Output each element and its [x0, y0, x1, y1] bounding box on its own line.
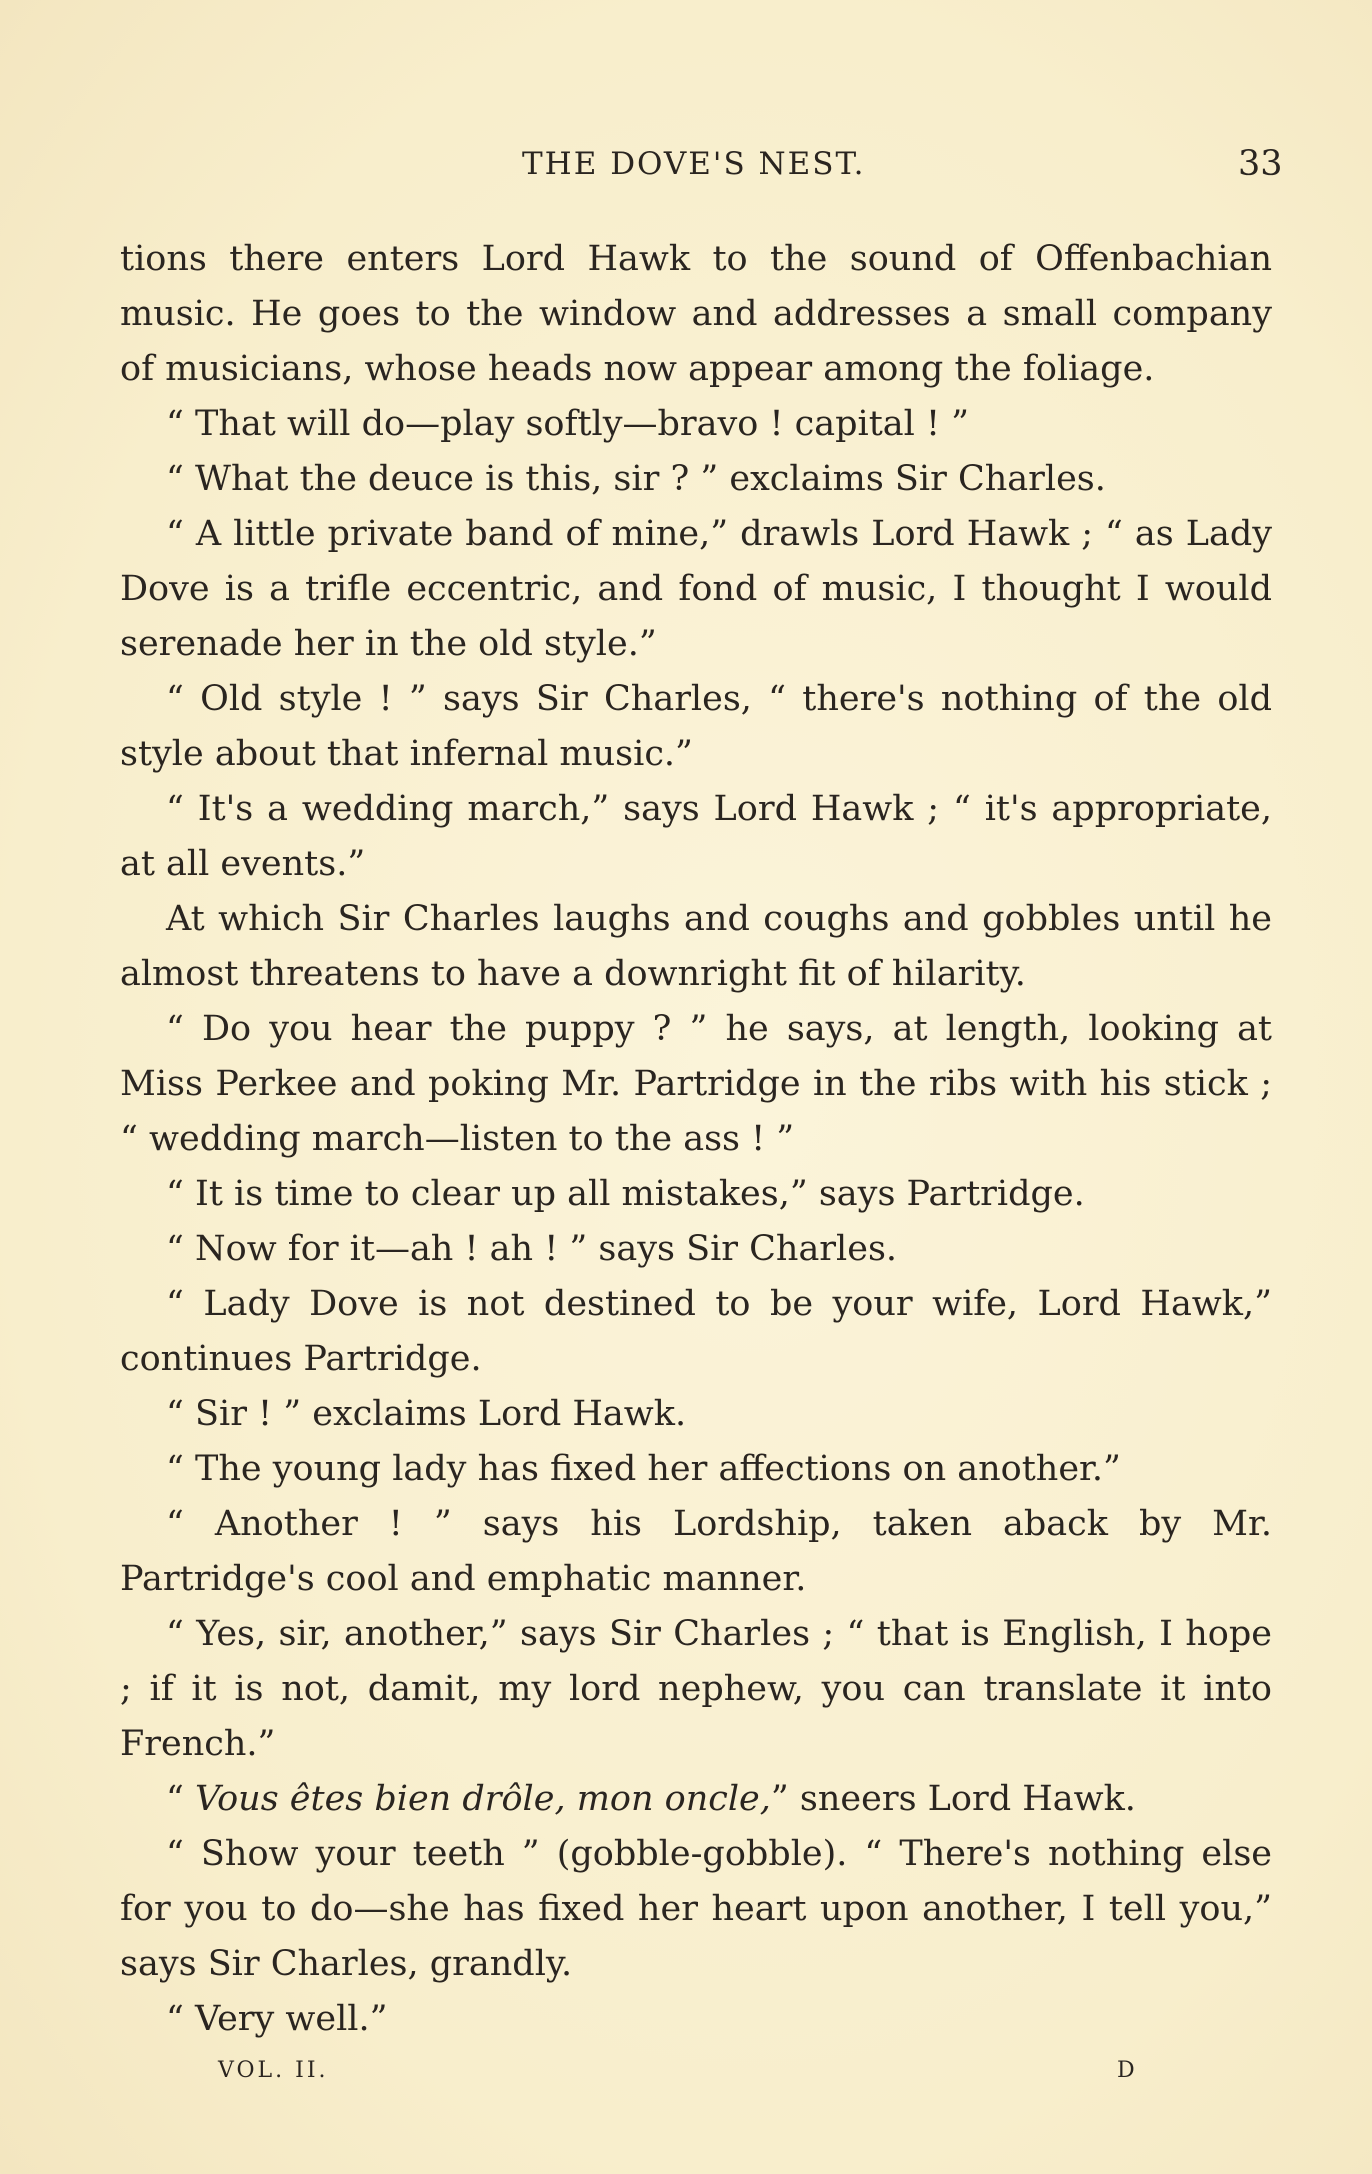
paragraph: “ Lady Dove is not destined to be your wife, Lord Hawk,” continues Partridge.	[120, 1284, 1272, 1379]
paragraph: “ That will do—play softly—bravo ! capital ! ”	[166, 404, 970, 444]
paragraph: “ It's a wedding march,” says Lord Hawk ; “ it's appropriate, at all events.”	[120, 789, 1272, 884]
paragraph: “ Do you hear the puppy ? ” he says, at length, looking at Miss Perkee and poking Mr. Partridge in the ribs with his stick ; “ wedding march—listen to the ass ! ”	[120, 1009, 1272, 1159]
paragraph: “ Sir ! ” exclaims Lord Hawk.	[166, 1394, 687, 1434]
volume-mark: VOL. II.	[218, 2058, 329, 2083]
page-number: 33	[1238, 144, 1283, 184]
paragraph: “ Another ! ” says his Lordship, taken aback by Mr. Partridge's cool and emphatic manner.	[120, 1504, 1272, 1599]
running-head: THE DOVE'S NEST.	[522, 146, 866, 182]
paragraph: “ Yes, sir, another,” says Sir Charles ; “ that is English, I hope ; if it is not, damit, my lord nephew, you can translate it into French.”	[120, 1614, 1272, 1764]
quote-close: ” sneers Lord Hawk.	[770, 1779, 1136, 1819]
paragraph: “ Now for it—ah ! ah ! ” says Sir Charles.	[166, 1229, 898, 1269]
paragraph-with-french-quote	[120, 1772, 1272, 1827]
quote-open: “	[166, 1779, 196, 1819]
french-quote: Vous êtes bien drôle, mon oncle,	[195, 1779, 771, 1819]
signature-mark: D	[1117, 2058, 1138, 2083]
page-body	[120, 232, 1272, 2047]
paragraph: “ Very well.”	[166, 1999, 388, 2039]
page-footer	[0, 2054, 1372, 2094]
paragraph: “ Old style ! ” says Sir Charles, “ there's nothing of the old style about that infernal music.”	[120, 679, 1272, 774]
paragraph: “ It is time to clear up all mistakes,” says Partridge.	[166, 1174, 1085, 1214]
paragraph: At which Sir Charles laughs and coughs and gobbles until he almost threatens to have a downright fit of hilarity.	[120, 899, 1272, 994]
page-header	[0, 138, 1372, 188]
paragraph: “ The young lady has fixed her affections on another.”	[166, 1449, 1121, 1489]
paragraph: “ Show your teeth ” (gobble-gobble). “ There's nothing else for you to do—she has fixed her heart upon another, I tell you,” says Sir Charles, grandly.	[120, 1834, 1272, 1984]
paragraph: “ What the deuce is this, sir ? ” exclaims Sir Charles.	[166, 459, 1106, 499]
paragraph: tions there enters Lord Hawk to the sound of Offenbachian music. He goes to the window and addresses a small company of musicians, whose heads now appear among the foliage.	[120, 239, 1272, 389]
paragraph: “ A little private band of mine,” drawls Lord Hawk ; “ as Lady Dove is a trifle eccentric, and fond of music, I thought I would serenade her in the old style.”	[120, 514, 1272, 664]
